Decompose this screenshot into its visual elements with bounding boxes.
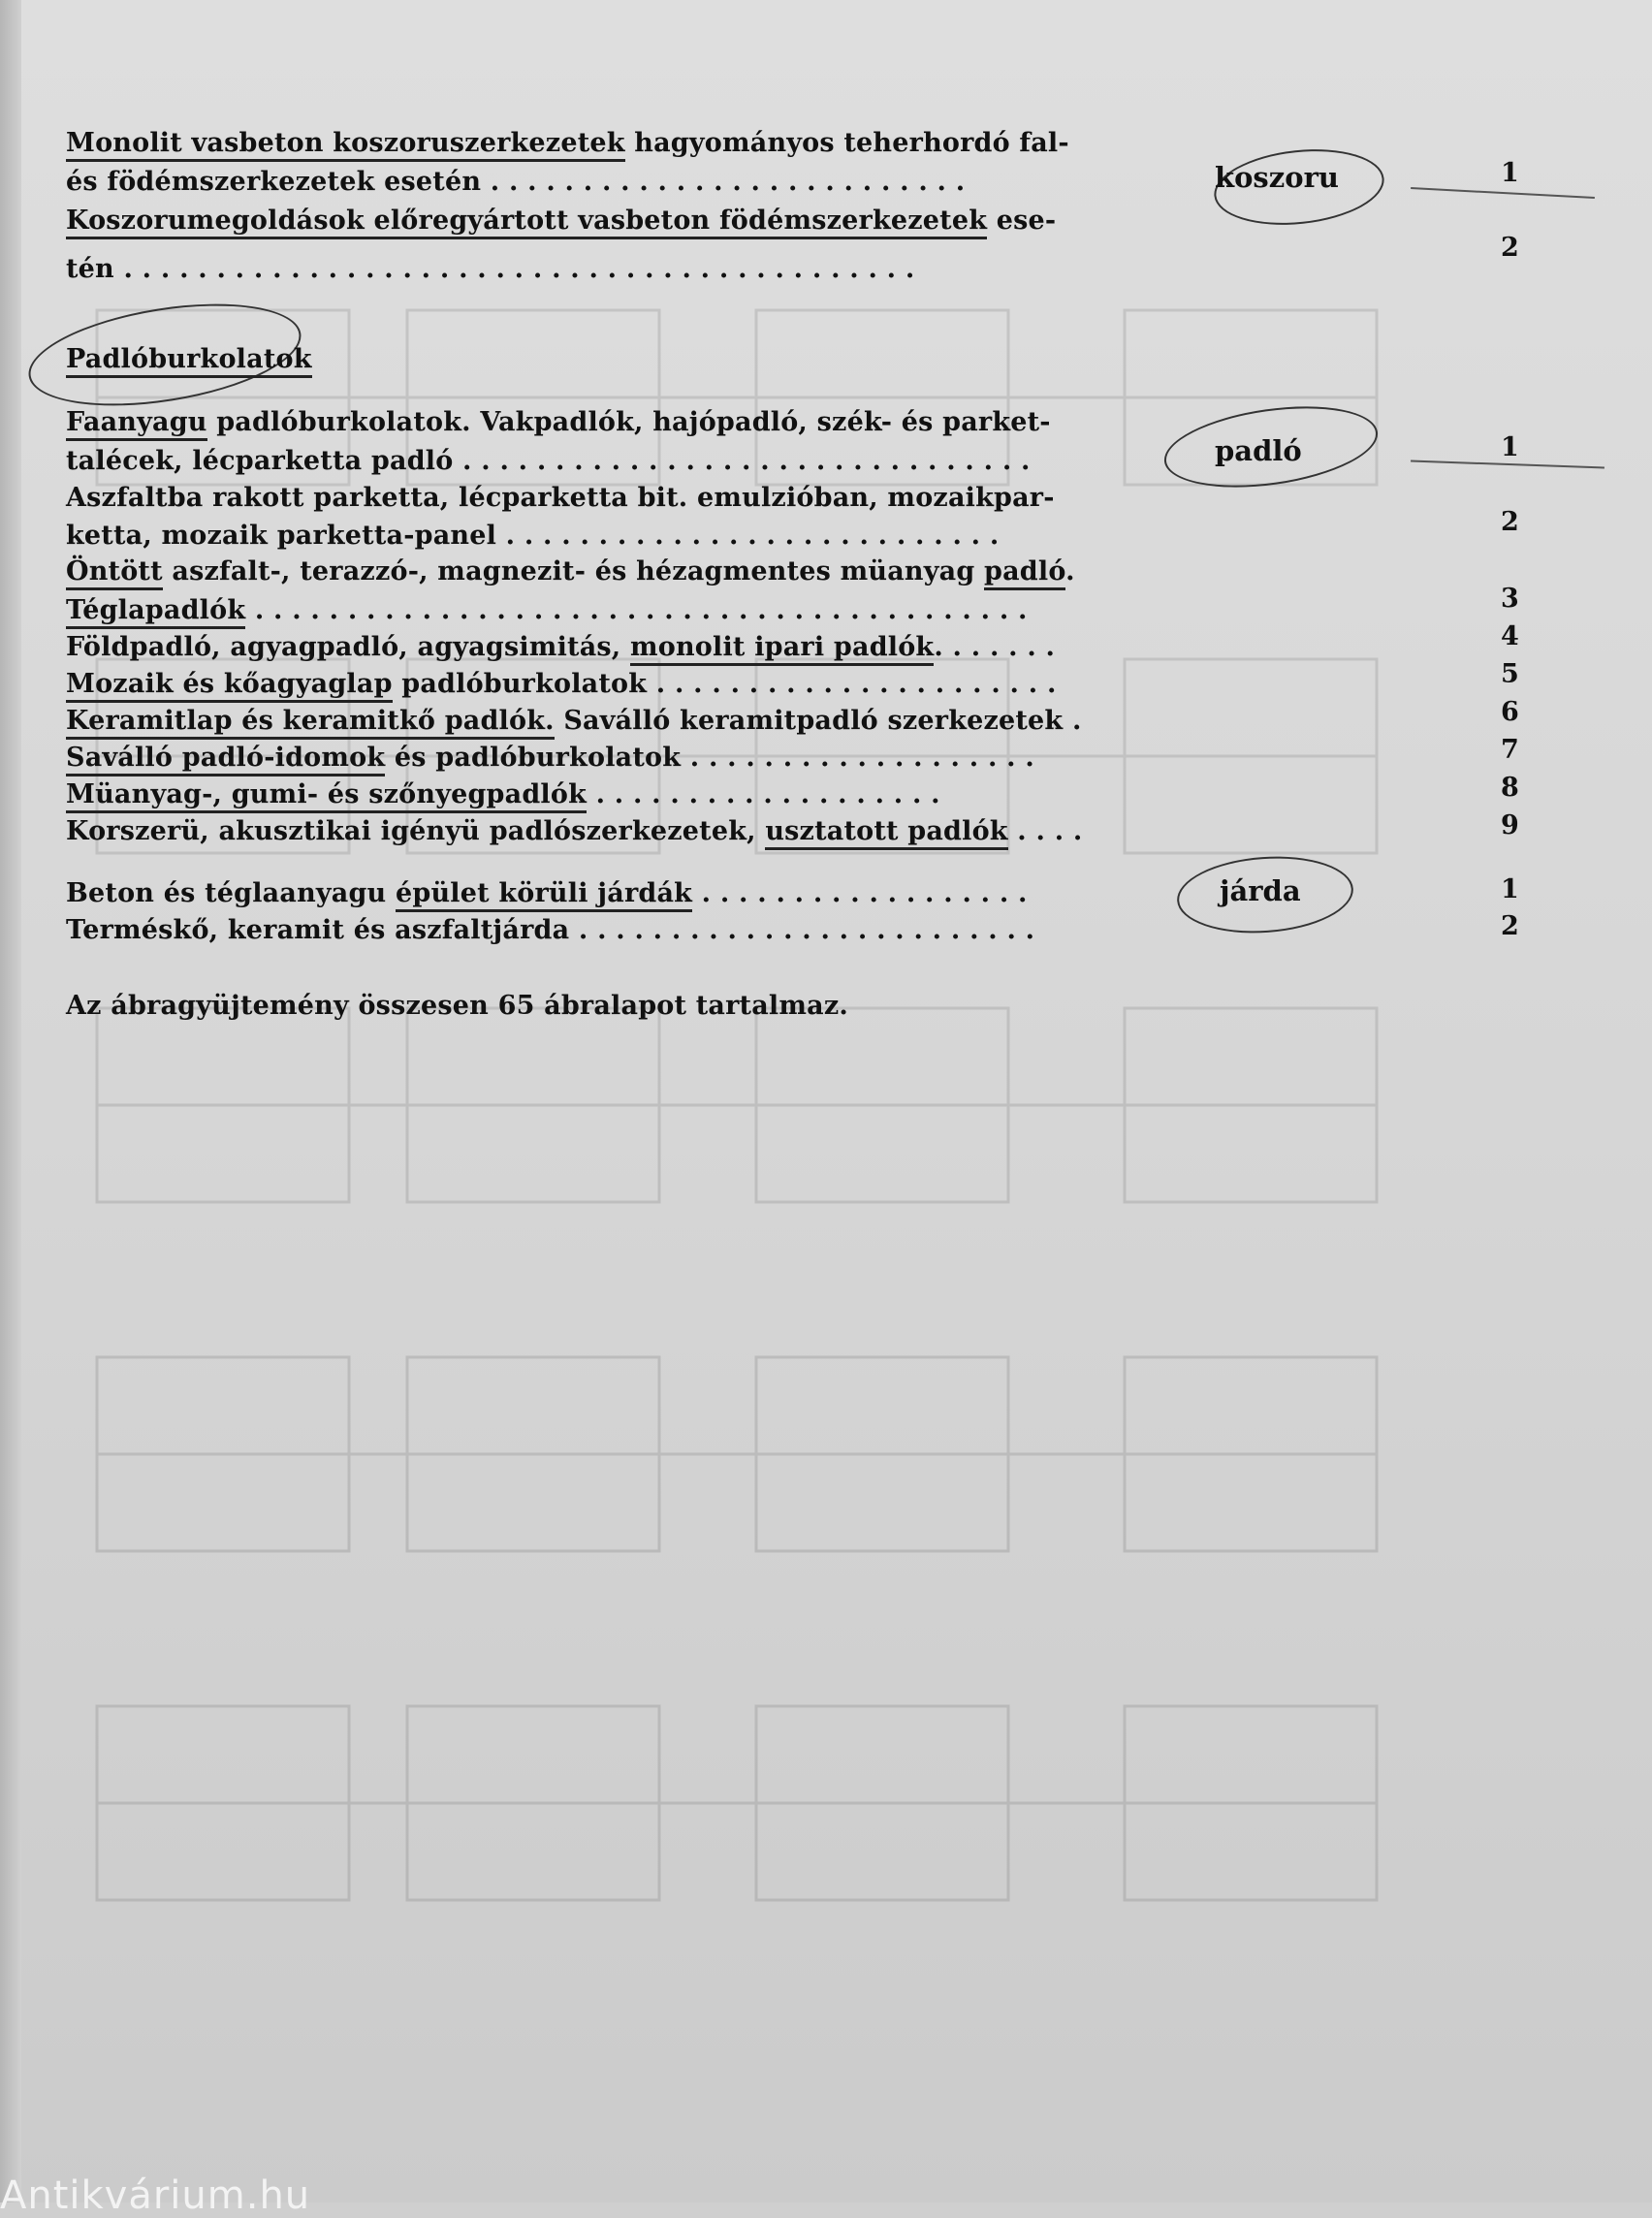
toc-entry-padlo-6: Mozaik és kőagyaglap padlóburkolatok . . . . . . . . . . . . . . . . . . . . . . bbox=[66, 669, 1057, 699]
toc-entry-koszoru-1-cont: és födémszerkezetek esetén . . . . . . . . . . . . . . . . . . . . . . . . . . bbox=[66, 167, 966, 197]
toc-entry-koszoru-2: Koszorumegoldások előregyártott vasbeton födémszerkezetek ese- bbox=[66, 206, 1056, 236]
toc-entry-padlo-5: Földpadló, agyagpadló, agyagsimitás, monolit ipari padlók. . . . . . . bbox=[66, 632, 1055, 662]
underlined-term: Saválló padló-idomok bbox=[66, 743, 385, 776]
toc-entry-padlo-10: Korszerü, akusztikai igényü padlószerkezetek, usztatott padlók . . . . bbox=[66, 816, 1083, 846]
underlined-term: usztatott padlók bbox=[765, 816, 1007, 850]
page-number: 6 bbox=[1501, 697, 1519, 727]
page-number: 7 bbox=[1501, 735, 1519, 765]
underlined-term: Koszorumegoldások bbox=[66, 206, 365, 239]
section-heading: Padlóburkolatok bbox=[66, 344, 312, 374]
toc-entry-koszoru-1: Monolit vasbeton koszoruszerkezetek hagyományos teherhordó fal- bbox=[66, 128, 1069, 158]
underlined-term: Téglapadlók bbox=[66, 595, 245, 629]
toc-entry-padlo-3: Öntött aszfalt-, terazzó-, magnezit- és hézagmentes müanyag padló. bbox=[66, 556, 1075, 586]
toc-entry-padlo-8: Saválló padló-idomok és padlóburkolatok . . . . . . . . . . . . . . . . . . . bbox=[66, 743, 1034, 773]
page-number: 5 bbox=[1501, 659, 1519, 689]
underlined-term: Mozaik és kőagyaglap bbox=[66, 669, 393, 703]
page-number: 2 bbox=[1501, 507, 1519, 537]
underlined-term: Faanyagu bbox=[66, 407, 207, 441]
margin-label-padlo: padló bbox=[1215, 434, 1302, 467]
page-number: 1 bbox=[1501, 874, 1519, 904]
page-number: 2 bbox=[1501, 233, 1519, 263]
page-number: 1 bbox=[1501, 432, 1519, 462]
underlined-term: Keramitlap és keramitkő padlók. bbox=[66, 706, 555, 740]
toc-entry-padlo-2-cont: ketta, mozaik parketta-panel . . . . . . . . . . . . . . . . . . . . . . . . . . . bbox=[66, 521, 1000, 551]
page-number: 1 bbox=[1501, 158, 1519, 188]
page-number: 2 bbox=[1501, 911, 1519, 941]
page-number: 3 bbox=[1501, 584, 1519, 614]
margin-label-jarda: járda bbox=[1220, 874, 1301, 907]
toc-entry-padlo-9: Müanyag-, gumi- és szőnyegpadlók . . . . . . . . . . . . . . . . . . . bbox=[66, 779, 940, 809]
watermark: Antikvárium.hu bbox=[0, 2173, 311, 2218]
toc-entry-jarda-2: Terméskő, keramit és aszfaltjárda . . . . . . . . . . . . . . . . . . . . . . . . . bbox=[66, 915, 1035, 945]
toc-entry-padlo-1: Faanyagu padlóburkolatok. Vakpadlók, hajópadló, szék- és parket- bbox=[66, 407, 1051, 437]
underlined-term: Monolit vasbeton koszoruszerkezetek bbox=[66, 128, 625, 162]
toc-entry-padlo-4: Téglapadlók . . . . . . . . . . . . . . . . . . . . . . . . . . . . . . . . . . . . . . . . . . bbox=[66, 595, 1028, 625]
underlined-term: Öntött bbox=[66, 556, 163, 590]
underlined-term: padló bbox=[984, 556, 1065, 590]
page-number: 8 bbox=[1501, 773, 1519, 803]
toc-entry-padlo-2: Aszfaltba rakott parketta, lécparketta bit. emulzióban, mozaikpar- bbox=[66, 483, 1055, 513]
page-number: 9 bbox=[1501, 810, 1519, 840]
underlined-term: előregyártott vasbeton födémszerkezetek bbox=[365, 206, 987, 239]
underlined-term: épület körüli járdák bbox=[396, 878, 692, 912]
toc-entry-jarda-1: Beton és téglaanyagu épület körüli járdák . . . . . . . . . . . . . . . . . . bbox=[66, 878, 1028, 908]
footer-note: Az ábragyüjtemény összesen 65 ábralapot tartalmaz. bbox=[66, 991, 848, 1021]
margin-label-koszoru: koszoru bbox=[1215, 161, 1339, 194]
underlined-term: monolit ipari padlók bbox=[630, 632, 934, 666]
binding-edge bbox=[0, 0, 21, 2202]
toc-entry-padlo-7: Keramitlap és keramitkő padlók. Saválló keramitpadló szerkezetek . bbox=[66, 706, 1082, 736]
page-number: 4 bbox=[1501, 621, 1519, 651]
toc-entry-padlo-1-cont: talécek, lécparketta padló . . . . . . . . . . . . . . . . . . . . . . . . . . . . . . . bbox=[66, 446, 1031, 476]
underlined-term: Müanyag-, gumi- és szőnyegpadlók bbox=[66, 779, 587, 813]
toc-entry-koszoru-2-cont: tén . . . . . . . . . . . . . . . . . . . . . . . . . . . . . . . . . . . . . . . . . . . bbox=[66, 254, 915, 284]
